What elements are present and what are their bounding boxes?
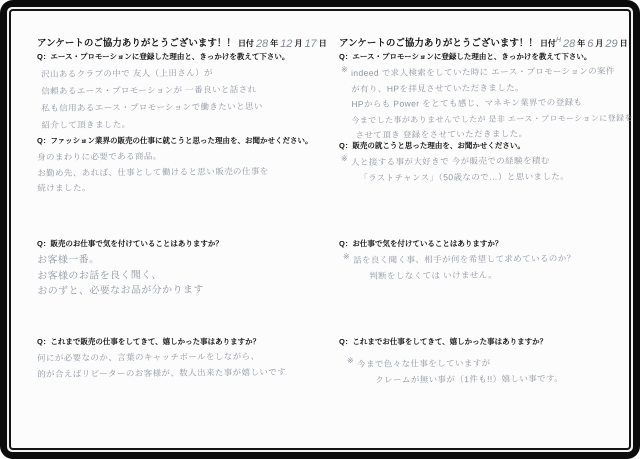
question-label: Q：エース・プロモーションに登録した理由と、きっかけを教えて下さい。 (339, 52, 592, 61)
handwritten-line: indeed で求人検索をしていた時に エース・プロモーションの案件 (351, 65, 615, 78)
date-label: 日付 (237, 39, 254, 48)
handwritten-line: クレームが無い事が（1件も!!）嬉しい事です。 (375, 372, 564, 385)
date-year-unit: 年 (270, 39, 279, 48)
handwritten-line: 的が合えばリピーターのお客様が、数人出来た事が嬉しいです (37, 366, 287, 379)
question-label: Q：販売のお仕事で気を付けていることはありますか？ (37, 239, 223, 248)
handwritten-answer (37, 250, 329, 299)
question-block (37, 135, 329, 197)
question-block (37, 51, 329, 134)
handwritten-line: おのずと、必要なお品が分かります (37, 284, 204, 297)
date-year: 28 (255, 38, 269, 50)
handwritten-line: お客様一番。 (37, 254, 100, 266)
question-block (37, 336, 329, 382)
handwritten-line: 身のまわりに必要である商品。 (37, 150, 162, 162)
date-era: H (555, 37, 561, 44)
asterisk-mark: ※ (340, 154, 349, 164)
date-month: 6 (587, 38, 594, 50)
handwritten-line: 私も信用あるエース・プロモーションで働きたいと思い (41, 101, 263, 113)
question-label: Q：エース・プロモーションに登録した理由と、きっかけを教えて下さい。 (37, 52, 290, 61)
handwritten-line: 信頼あるエース・プロモーションが 一番良いと話され (41, 84, 257, 96)
survey-header (339, 33, 628, 51)
survey-title: アンケートのご協力ありがとうございます！！ (339, 38, 538, 49)
handwritten-line: 今までした事がありませんでしたが 是非 エース・プロモーションに登録を (351, 113, 633, 125)
handwritten-line: 判断をしなくては いけません。 (369, 269, 498, 281)
handwritten-line: が有り、HPを拝見させていただきました。 (351, 81, 525, 94)
asterisk-mark: ※ (340, 65, 349, 75)
date-year-unit: 年 (577, 39, 586, 48)
handwritten-line: 沢山あるクラブの中で 友人（上田さん）が (41, 67, 213, 79)
handwritten-answer (41, 63, 330, 134)
asterisk-mark: ※ (346, 356, 355, 366)
date-day-unit: 日 (318, 39, 327, 48)
question-label: Q：お仕事で気を付けていることはありますか？ (339, 239, 503, 248)
handwritten-line: 紹介して頂きました。 (41, 119, 131, 130)
survey-header (37, 33, 327, 51)
handwritten-line: 話を良く聞く事、相手が何を希望して求めているのか？ (353, 253, 576, 265)
handwritten-answer (340, 153, 631, 186)
question-label: Q：販売の就こうと思った理由を、お聞かせください。 (339, 141, 525, 150)
date-day-unit: 日 (619, 39, 628, 48)
handwritten-answer (342, 251, 631, 284)
date-month-unit: 月 (595, 39, 604, 48)
asterisk-mark: ※ (342, 252, 351, 262)
question-block (339, 238, 631, 284)
handwritten-line: HPからも Power をとても感じ、マネキン業界での登録も (351, 96, 583, 109)
handwritten-line: 続けました。 (37, 182, 91, 193)
date-year: 28 (563, 38, 576, 50)
handwritten-line: お勤め先、あれば、仕事として働けると思い販売の仕事を (37, 165, 269, 178)
handwritten-line: させて頂き 登録をさせていただきました。 (355, 128, 528, 140)
question-label: Q：ファッション業界の販売の仕事に就こうと思った理由を、お聞かせください。 (37, 136, 313, 145)
handwritten-answer (340, 64, 633, 144)
handwritten-answer (346, 355, 631, 388)
date-label: 日付 (539, 39, 556, 48)
date-day: 29 (605, 38, 618, 50)
survey-title: アンケートのご協力ありがとうございます！！ (37, 38, 236, 49)
survey-sheet-right (339, 11, 631, 448)
survey-sheet-left (37, 11, 329, 448)
handwritten-line: 人と接する事が大好きで 今が販売での経験を積む (351, 155, 550, 167)
question-label: Q：これまで販売の仕事をしてきて、嬉しかった事はありますか？ (37, 337, 261, 346)
handwritten-line: 今まで色々な仕事をしていますが (357, 357, 491, 369)
scanned-survey-paper (11, 11, 633, 448)
date-month-unit: 月 (294, 39, 303, 48)
question-block (339, 336, 631, 388)
question-block (37, 238, 329, 300)
handwritten-line: 何にが必要なのか、言葉のキャッチボールをしながら、 (37, 351, 260, 363)
date-day: 17 (304, 38, 317, 50)
question-block (339, 140, 631, 186)
handwritten-answer (37, 348, 329, 382)
handwritten-line: 「ラストチャンス」（50歳なので…）と思いました。 (359, 170, 570, 183)
date-month: 12 (280, 38, 293, 50)
handwritten-line: お客様のお話を良く聞く、 (37, 269, 162, 282)
question-label: Q：これまでお仕事をしてきて、嬉しかった事はありますか？ (339, 337, 548, 346)
handwritten-answer (37, 147, 329, 196)
question-block (339, 51, 631, 144)
